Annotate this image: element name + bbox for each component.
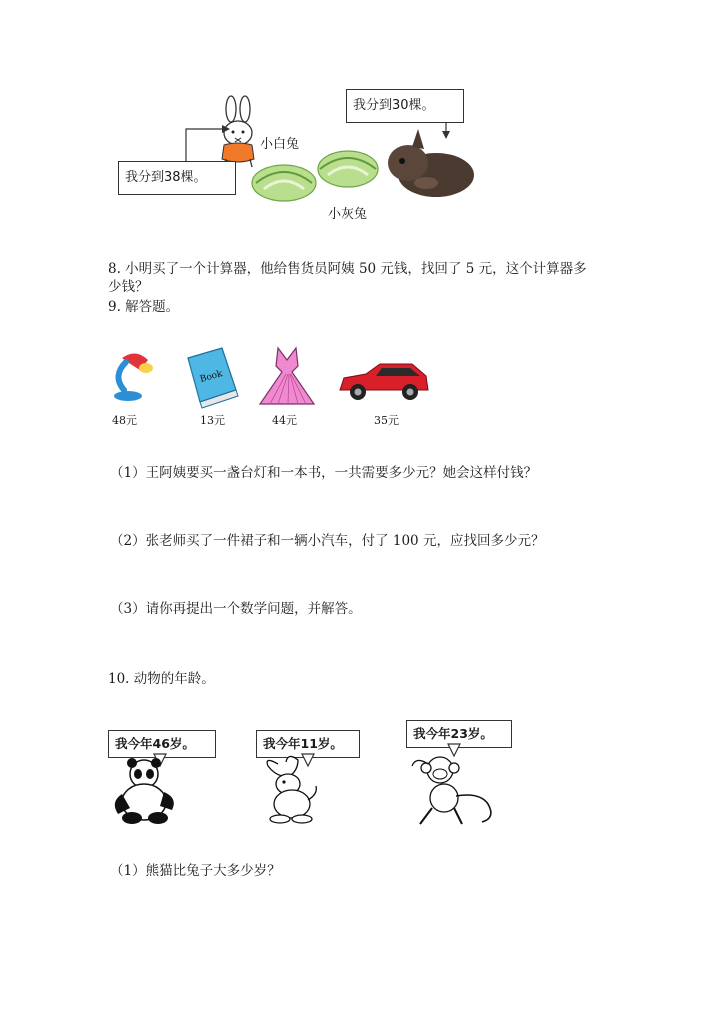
gray-rabbit-label: 小灰兔: [328, 207, 368, 222]
cabbage-icon: [250, 155, 318, 205]
book-price: 13元: [200, 414, 225, 427]
q10-title: 10. 动物的年龄。: [108, 671, 215, 687]
dress-icon: [256, 346, 318, 408]
panda-quote: 我今年46岁。: [115, 736, 195, 751]
monkey-icon: [410, 752, 502, 828]
book-icon: [182, 346, 242, 408]
q9-sub3: （3）请你再提出一个数学问题，并解答。: [110, 601, 362, 617]
q9-title: 9. 解答题。: [108, 299, 180, 315]
gray-rabbit-quote: 我分到30棵。: [353, 98, 435, 113]
white-rabbit-label: 小白兔: [260, 137, 300, 152]
rabbit-scene: [110, 85, 530, 235]
gray-rabbit-speech: [346, 89, 464, 123]
monkey-quote: 我今年23岁。: [413, 726, 493, 741]
q8-line1: 8. 小明买了一个计算器，他给售货员阿姨 50 元钱，找回了 5 元，这个计算器多: [108, 261, 587, 277]
dress-price: 44元: [272, 414, 297, 427]
q8-line2: 少钱？: [108, 279, 149, 295]
cabbage-icon: [314, 141, 382, 191]
lamp-price: 48元: [112, 414, 137, 427]
q10-sub1: （1）熊猫比兔子大多少岁？: [110, 863, 281, 879]
cartoon-rabbit-icon: [258, 756, 328, 826]
q9-sub2: （2）张老师买了一件裙子和一辆小汽车，付了 100 元，应找回多少元？: [110, 533, 545, 549]
panda-icon: [110, 758, 180, 826]
animal-ages-scene: [108, 716, 508, 828]
white-rabbit-quote: 我分到38棵。: [125, 170, 207, 185]
white-rabbit-speech: [118, 161, 236, 195]
q9-sub1: （1）王阿姨要买一盏台灯和一本书，一共需要多少元？她会这样付钱？: [110, 465, 538, 481]
book-cover-text: Book: [198, 369, 224, 386]
desk-lamp-icon: [110, 350, 158, 406]
white-speech-connector: [182, 125, 232, 165]
car-price: 35元: [374, 414, 399, 427]
rabbit-quote: 我今年11岁。: [263, 736, 343, 751]
toy-car-icon: [336, 360, 432, 404]
